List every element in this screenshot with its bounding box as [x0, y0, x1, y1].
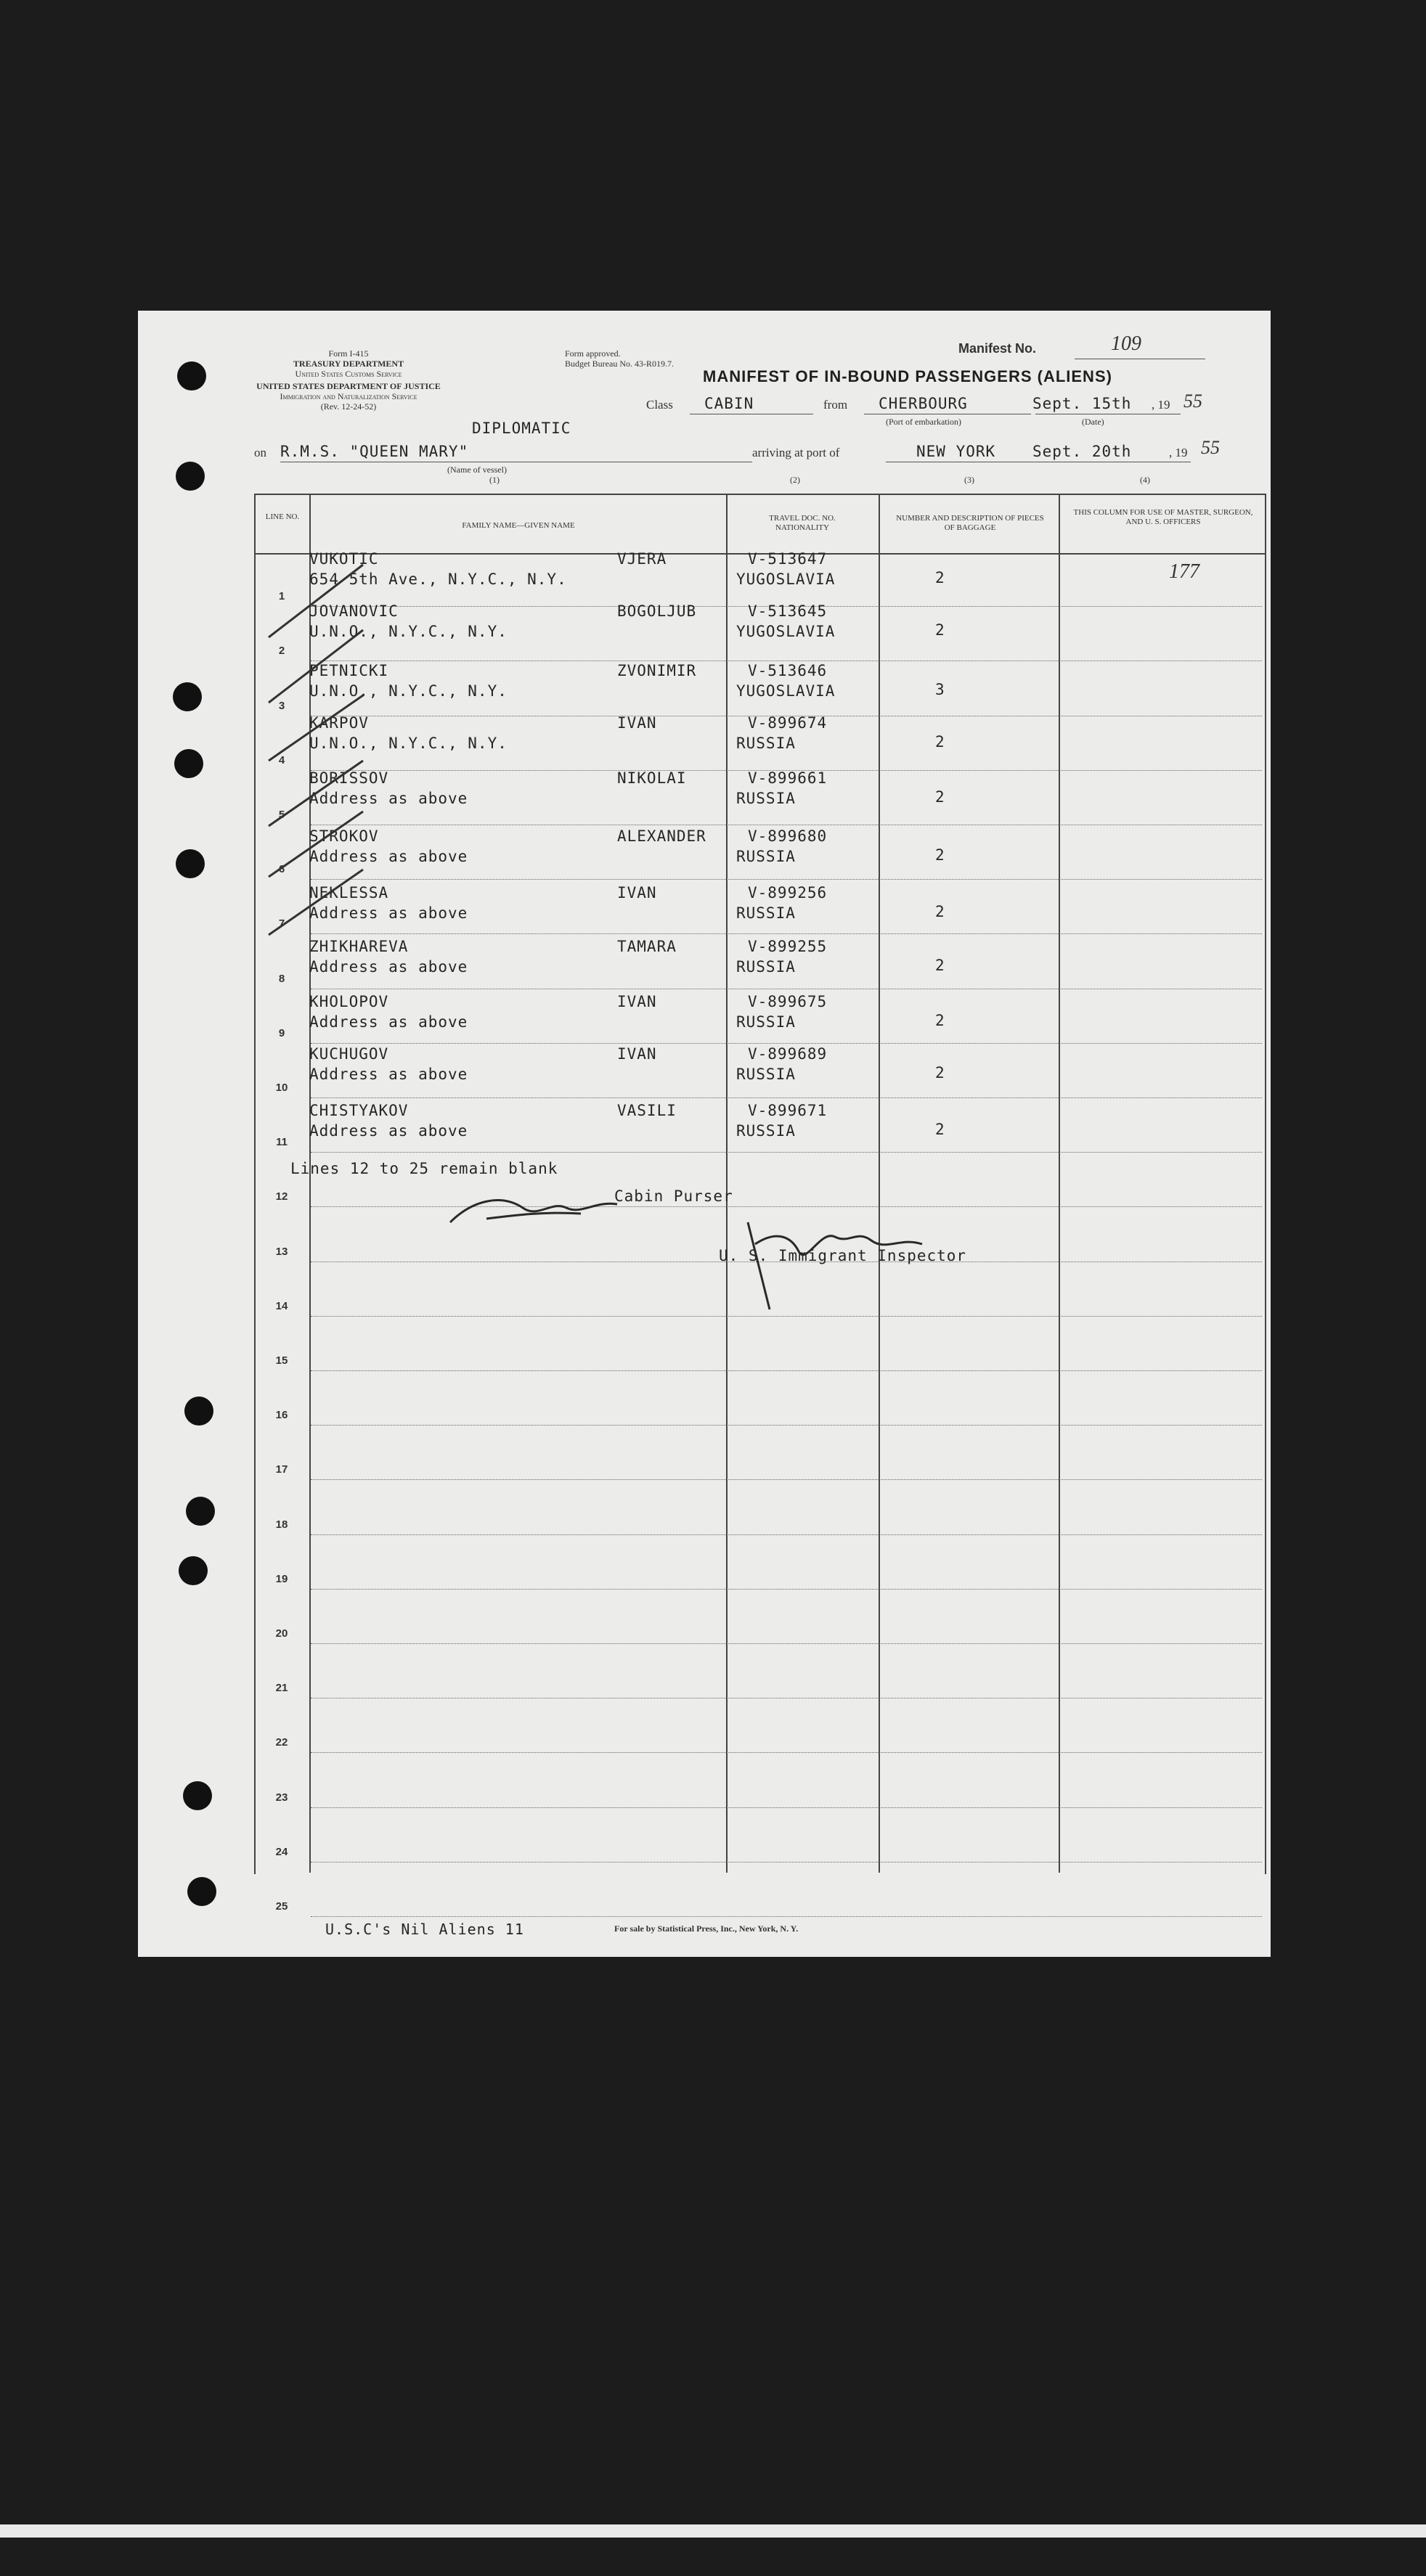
- passenger-address: Address as above: [309, 790, 468, 807]
- binder-hole: [176, 462, 205, 491]
- given-name: VASILI: [617, 1102, 677, 1119]
- given-name: ZVONIMIR: [617, 662, 697, 679]
- family-name: ZHIKHAREVA: [309, 938, 409, 955]
- header-line-no: LINE NO.: [265, 512, 300, 521]
- line-number: 9: [278, 1026, 285, 1039]
- col-num-2: (2): [790, 475, 800, 485]
- travel-doc-number: V-513647: [748, 550, 828, 568]
- binder-hole: [176, 849, 205, 878]
- line-number: 22: [275, 1736, 288, 1749]
- year-prefix: , 19: [1152, 398, 1170, 412]
- given-name: IVAN: [617, 993, 657, 1010]
- line-number: 21: [275, 1682, 288, 1695]
- travel-doc-number: V-899256: [748, 884, 828, 901]
- travel-doc-number: V-899671: [748, 1102, 828, 1119]
- passenger-address: U.N.O., N.Y.C., N.Y.: [309, 623, 508, 640]
- header-name: FAMILY NAME—GIVEN NAME: [462, 521, 575, 530]
- line-number: 23: [275, 1791, 288, 1804]
- travel-doc-number: V-899255: [748, 938, 828, 955]
- line-number: 4: [278, 753, 285, 766]
- given-name: IVAN: [617, 884, 657, 901]
- purser-signature: [443, 1179, 632, 1237]
- passenger-address: Address as above: [309, 958, 468, 976]
- ruled-line: [311, 1097, 1262, 1098]
- line-number: 19: [275, 1572, 288, 1585]
- header-travel-doc: TRAVEL DOC. NO. NATIONALITY: [769, 514, 836, 532]
- doc-col-divider: [879, 494, 880, 1873]
- inspector-signature: [733, 1208, 937, 1317]
- nationality: YUGOSLAVIA: [736, 682, 836, 700]
- given-name: NIKOLAI: [617, 769, 687, 787]
- line-number: 6: [278, 863, 285, 876]
- line-number: 1: [278, 590, 285, 603]
- baggage-count: 2: [935, 733, 945, 751]
- purser-caption: Cabin Purser: [614, 1187, 733, 1205]
- line-number: 7: [278, 917, 285, 931]
- col-num-1: (1): [489, 475, 500, 485]
- line-number: 12: [275, 1190, 288, 1203]
- passenger-address: 654 5th Ave., N.Y.C., N.Y.: [309, 571, 567, 588]
- manifest-no-value: 109: [1111, 332, 1141, 355]
- binder-hole: [183, 1781, 212, 1810]
- baggage-count: 2: [935, 621, 945, 639]
- passenger-address: Address as above: [309, 1013, 468, 1031]
- port-embark-caption: (Port of embarkation): [886, 417, 961, 427]
- line-number: 2: [278, 645, 285, 658]
- ruled-line: [311, 1425, 1262, 1426]
- ruled-line: [311, 1916, 1262, 1917]
- travel-doc-number: V-899675: [748, 993, 828, 1010]
- budget-bureau: Budget Bureau No. 43-R019.7.: [565, 359, 674, 369]
- justice-department: UNITED STATES DEPARTMENT OF JUSTICE: [256, 381, 441, 391]
- ruled-line: [311, 1370, 1262, 1371]
- crossout-stroke: [269, 695, 363, 761]
- given-name: VJERA: [617, 550, 667, 568]
- class-value: CABIN: [704, 395, 754, 412]
- family-name: KHOLOPOV: [309, 993, 389, 1010]
- blank-lines-note: Lines 12 to 25 remain blank: [290, 1160, 558, 1177]
- baggage-count: 2: [935, 1064, 945, 1081]
- given-name: ALEXANDER: [617, 827, 706, 845]
- binder-hole: [187, 1877, 216, 1906]
- vessel-name: R.M.S. "QUEEN MARY": [280, 443, 469, 460]
- line-number: 15: [275, 1354, 288, 1367]
- footer-printer: For sale by Statistical Press, Inc., New York, N. Y.: [614, 1923, 799, 1934]
- vessel-caption: (Name of vessel): [447, 465, 507, 475]
- line-number: 17: [275, 1463, 288, 1476]
- line-number: 13: [275, 1245, 288, 1258]
- given-name: IVAN: [617, 714, 657, 732]
- baggage-count: 2: [935, 957, 945, 974]
- line-number: 20: [275, 1627, 288, 1640]
- arriving-label: arriving at port of: [752, 446, 840, 459]
- form-approved: Form approved.: [565, 348, 621, 359]
- name-col-divider: [726, 494, 728, 1873]
- ins-service: Immigration and Naturalization Service: [280, 391, 417, 401]
- inspector-caption: U. S. Immigrant Inspector: [719, 1247, 967, 1264]
- family-name: KUCHUGOV: [309, 1045, 389, 1063]
- baggage-count: 2: [935, 788, 945, 806]
- crossout-stroke: [269, 630, 363, 703]
- passenger-address: Address as above: [309, 1066, 468, 1083]
- ruled-line: [311, 1152, 1262, 1153]
- arrival-year: 55: [1201, 437, 1220, 458]
- baggage-count: 2: [935, 1121, 945, 1138]
- passenger-address: Address as above: [309, 1122, 468, 1140]
- travel-doc-number: V-899674: [748, 714, 828, 732]
- baggage-count: 3: [935, 681, 945, 698]
- baggage-count: 2: [935, 1012, 945, 1029]
- crossout-stroke: [269, 811, 363, 877]
- binder-hole: [184, 1397, 213, 1426]
- officer-note: 177: [1169, 560, 1199, 583]
- travel-doc-number: V-899689: [748, 1045, 828, 1063]
- crossout-stroke: [269, 565, 363, 637]
- nationality: RUSSIA: [736, 1066, 796, 1083]
- treasury-department: TREASURY DEPARTMENT: [293, 359, 404, 369]
- form-number: Form I-415: [328, 348, 369, 359]
- nationality: RUSSIA: [736, 904, 796, 922]
- line-number: 8: [278, 972, 285, 985]
- family-name: BORISSOV: [309, 769, 389, 787]
- binder-hole: [186, 1497, 215, 1526]
- passenger-address: U.N.O., N.Y.C., N.Y.: [309, 735, 508, 752]
- year-prefix-2: , 19: [1169, 446, 1188, 459]
- nationality: RUSSIA: [736, 848, 796, 865]
- nationality: RUSSIA: [736, 958, 796, 976]
- crossout-stroke: [269, 761, 363, 826]
- on-label: on: [254, 446, 266, 459]
- baggage-count: 2: [935, 846, 945, 864]
- embark-year: 55: [1183, 391, 1202, 412]
- line-number: 25: [275, 1900, 288, 1913]
- line-number: 3: [278, 699, 285, 712]
- header-baggage: NUMBER AND DESCRIPTION OF PIECES OF BAGGAGE: [896, 514, 1044, 532]
- nationality: YUGOSLAVIA: [736, 623, 836, 640]
- col-num-4: (4): [1140, 475, 1150, 485]
- family-name: NEKLESSA: [309, 884, 389, 901]
- diplomatic-label: DIPLOMATIC: [472, 420, 571, 437]
- port-embark-value: CHERBOURG: [879, 395, 968, 412]
- arrival-date: Sept. 20th: [1032, 443, 1132, 460]
- baggage-count: 2: [935, 903, 945, 920]
- embark-date-value: Sept. 15th: [1032, 395, 1132, 412]
- family-name: JOVANOVIC: [309, 602, 399, 620]
- crossout-stroke: [269, 870, 363, 935]
- travel-doc-number: V-899680: [748, 827, 828, 845]
- manifest-sheet: [138, 311, 1271, 1957]
- ruled-line: [311, 1043, 1262, 1044]
- passenger-address: U.N.O., N.Y.C., N.Y.: [309, 682, 508, 700]
- binder-hole: [177, 361, 206, 391]
- film-edge: [0, 2524, 1426, 2538]
- ruled-line: [311, 1589, 1262, 1590]
- travel-doc-number: V-513645: [748, 602, 828, 620]
- nationality: RUSSIA: [736, 1122, 796, 1140]
- family-name: PETNICKI: [309, 662, 389, 679]
- family-name: KARPOV: [309, 714, 369, 732]
- binder-hole: [174, 749, 203, 778]
- line-number: 16: [275, 1409, 288, 1422]
- from-label: from: [823, 398, 848, 412]
- binder-hole: [173, 682, 202, 711]
- passenger-address: Address as above: [309, 904, 468, 922]
- manifest-no-label: Manifest No.: [958, 341, 1037, 356]
- col-num-3: (3): [964, 475, 974, 485]
- header-officers: THIS COLUMN FOR USE OF MASTER, SURGEON, AND U. S. OFFICERS: [1073, 508, 1253, 526]
- travel-doc-number: V-513646: [748, 662, 828, 679]
- manifest-title: MANIFEST OF IN-BOUND PASSENGERS (ALIENS): [703, 367, 1112, 385]
- ruled-line: [311, 1752, 1262, 1753]
- nationality: RUSSIA: [736, 1013, 796, 1031]
- ruled-line: [311, 1534, 1262, 1535]
- crossout-marks: [254, 550, 472, 1000]
- ruled-line: [311, 1862, 1262, 1863]
- nationality: RUSSIA: [736, 790, 796, 807]
- form-revision: (Rev. 12-24-52): [320, 401, 377, 412]
- nationality: YUGOSLAVIA: [736, 571, 836, 588]
- family-name: CHISTYAKOV: [309, 1102, 409, 1119]
- footer-counts: U.S.C's Nil Aliens 11: [325, 1921, 524, 1938]
- family-name: VUKOTIC: [309, 550, 379, 568]
- baggage-col-divider: [1059, 494, 1060, 1873]
- baggage-count: 2: [935, 569, 945, 586]
- given-name: TAMARA: [617, 938, 677, 955]
- ruled-line: [311, 1643, 1262, 1644]
- passenger-address: Address as above: [309, 848, 468, 865]
- given-name: IVAN: [617, 1045, 657, 1063]
- form-header-block: [218, 348, 479, 412]
- customs-service: United States Customs Service: [295, 369, 402, 379]
- date-caption: (Date): [1082, 417, 1104, 427]
- line-number: 18: [275, 1518, 288, 1531]
- line-number: 24: [275, 1845, 288, 1858]
- nationality: RUSSIA: [736, 735, 796, 752]
- line-number: 11: [276, 1136, 288, 1149]
- budget-block: [565, 348, 674, 369]
- line-number: 10: [275, 1081, 288, 1094]
- family-name: STROKOV: [309, 827, 379, 845]
- line-number: 5: [278, 809, 285, 821]
- ruled-line: [311, 1807, 1262, 1808]
- ruled-line: [311, 1479, 1262, 1480]
- port-arrival: NEW YORK: [916, 443, 996, 460]
- travel-doc-number: V-899661: [748, 769, 828, 787]
- binder-hole: [179, 1556, 208, 1585]
- given-name: BOGOLJUB: [617, 602, 697, 620]
- line-number: 14: [275, 1299, 288, 1312]
- class-label: Class: [646, 398, 673, 412]
